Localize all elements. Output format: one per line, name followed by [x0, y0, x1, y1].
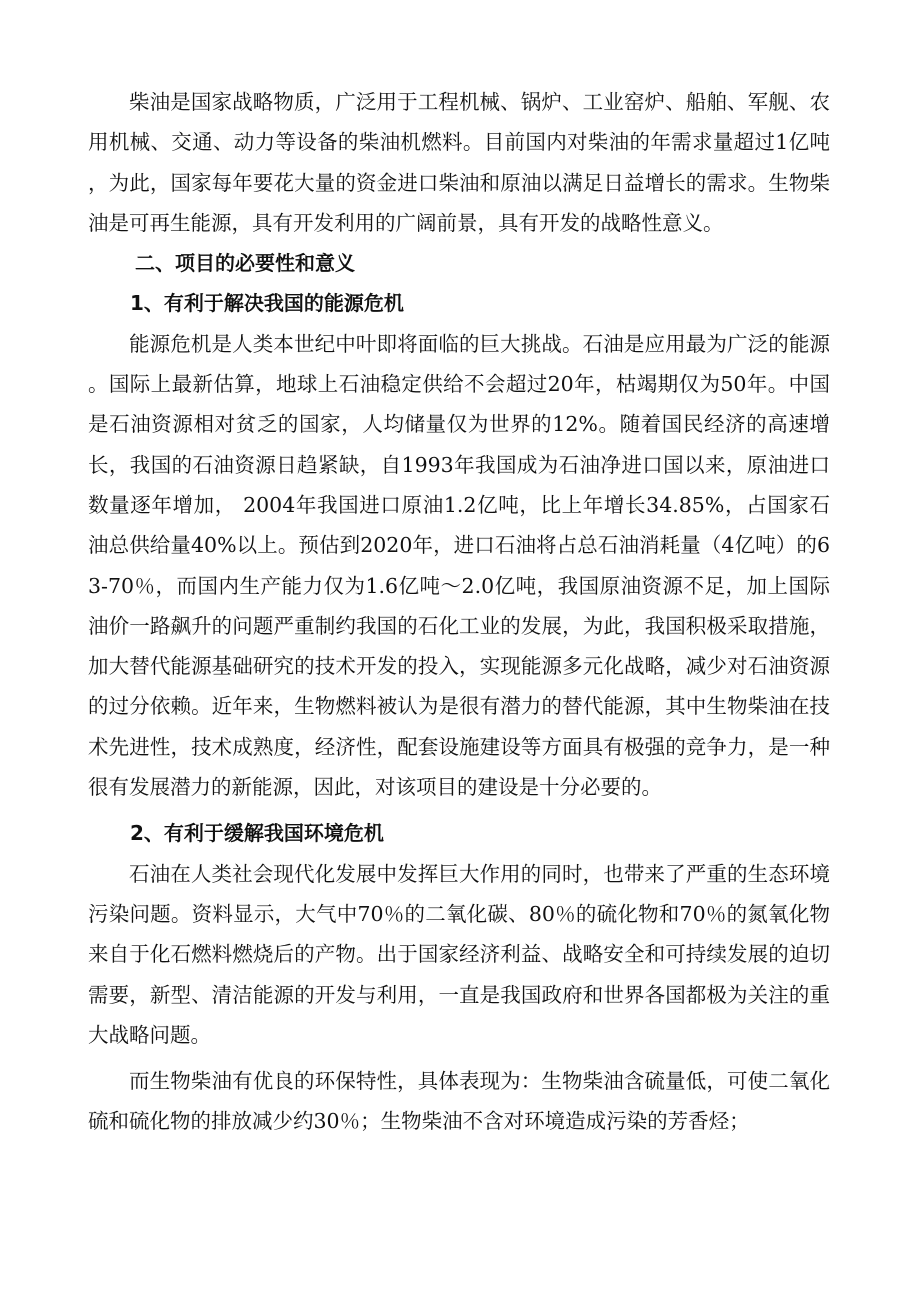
environment-crisis-paragraph: 石油在人类社会现代化发展中发挥巨大作用的同时，也带来了严重的生态环境污染问题。资料显示，大气中70％的二氧化碳、80％的硫化物和70％的氮氧化物来自于化石燃料燃烧后的产物。出于国家经济利益、战略安全和可持续发展的迫切需要，新型、清洁能源的开发与利用，一直是我国政府和世界各国都极为关注的重大战略问题。 — [88, 861, 830, 1047]
section-heading: 二、项目的必要性和意义 — [135, 251, 355, 276]
subheading-energy-crisis: 1、有利于解决我国的能源危机 — [130, 291, 404, 316]
environmental-benefits-paragraph: 而生物柴油有优良的环保特性，具体表现为：生物柴油含硫量低，可使二氧化硫和硫化物的排放减少约30％；生物柴油不含对环境造成污染的芳香烃； — [88, 1069, 830, 1134]
subheading-environment-crisis: 2、有利于缓解我国环境危机 — [130, 821, 384, 846]
energy-crisis-paragraph: 能源危机是人类本世纪中叶即将面临的巨大挑战。石油是应用最为广泛的能源。国际上最新估算，地球上石油稳定供给不会超过20年，枯竭期仅为50年。中国是石油资源相对贫乏的国家，人均储量仅为世界的12%。随着国民经济的高速增长，我国的石油资源日趋紧缺，自1993年我国成为石油净进口国以来，原油进口数量逐年增加， 2004年我国进口原油1.2亿吨，比上年增长34.85%，占国家石油总供给量40%以上。预估到2020年，进口石油将占总石油消耗量（4亿吨）的63-70％，而国内生产能力仅为1.6亿吨～2.0亿吨，我国原油资源不足，加上国际油价一路飙升的问题严重制约我国的石化工业的发展，为此，我国积极采取措施，加大替代能源基础研究的技术开发的投入，实现能源多元化战略，减少对石油资源的过分依赖。近年来，生物燃料被认为是很有潜力的替代能源，其中生物柴油在技术先进性，技术成熟度，经济性，配套设施建设等方面具有极强的竞争力，是一种很有发展潜力的新能源，因此，对该项目的建设是十分必要的。 — [88, 331, 830, 800]
intro-paragraph: 柴油是国家战略物质，广泛用于工程机械、锅炉、工业窑炉、船舶、军舰、农用机械、交通、动力等设备的柴油机燃料。目前国内对柴油的年需求量超过1亿吨，为此，国家每年要花大量的资金进口柴油和原油以满足日益增长的需求。生物柴油是可再生能源，具有开发利用的广阔前景，具有开发的战略性意义。 — [88, 90, 830, 235]
document-page — [88, 82, 830, 1142]
